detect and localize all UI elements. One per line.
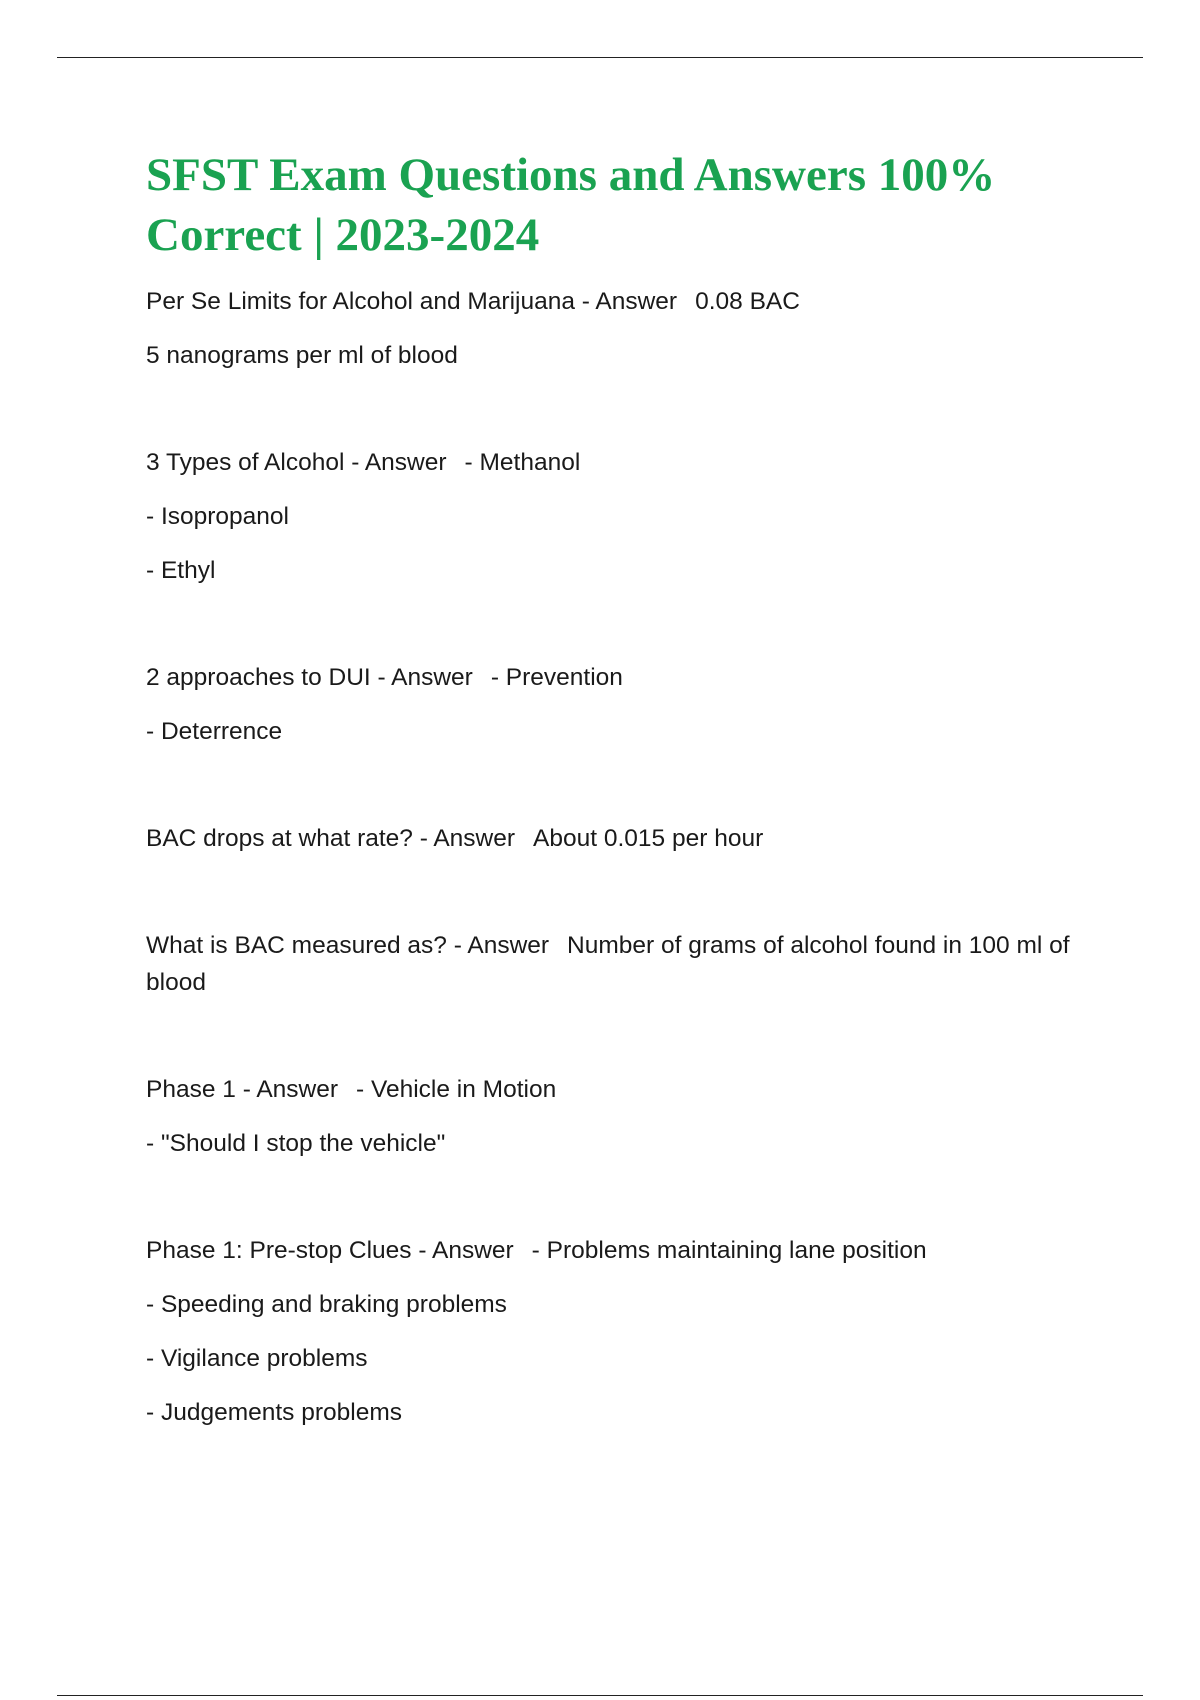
- qa-first-line: [146, 283, 1096, 320]
- document-body: [146, 145, 1096, 1501]
- answer-text: About 0.015 per hour: [533, 825, 764, 852]
- qa-first-line: [146, 1071, 1096, 1108]
- document-title: SFST Exam Questions and Answers 100% Correct | 2023-2024: [146, 149, 996, 261]
- answer-text: - Problems maintaining lane position: [531, 1237, 927, 1264]
- question-text: BAC drops at what rate? - Answer: [146, 825, 516, 852]
- question-text: Phase 1: Pre-stop Clues - Answer: [146, 1237, 514, 1264]
- question-text: Phase 1 - Answer: [146, 1076, 339, 1103]
- answer-line: - Vigilance problems: [146, 1345, 368, 1372]
- qa-item: [146, 283, 1096, 374]
- qa-item: [146, 820, 1096, 857]
- qa-first-line: [146, 659, 1096, 696]
- qa-first-line: [146, 444, 1096, 481]
- qa-first-line: [146, 820, 1096, 857]
- answer-text: - Vehicle in Motion: [356, 1076, 557, 1103]
- answer-line: - Deterrence: [146, 718, 283, 745]
- question-text: What is BAC measured as? - Answer: [146, 932, 550, 959]
- answer-line: - Judgements problems: [146, 1399, 403, 1426]
- qa-first-line: [146, 1232, 1096, 1269]
- answer-line: - "Should I stop the vehicle": [146, 1130, 446, 1157]
- answer-text: 0.08 BAC: [695, 288, 800, 315]
- answer-line: 5 nanograms per ml of blood: [146, 342, 458, 369]
- answer-line: - Ethyl: [146, 557, 216, 584]
- qa-item: [146, 444, 1096, 589]
- answer-line: - Speeding and braking problems: [146, 1291, 507, 1318]
- qa-item: [146, 927, 1096, 1001]
- answer-line: - Isopropanol: [146, 503, 290, 530]
- qa-item: [146, 659, 1096, 750]
- answer-text: - Methanol: [464, 449, 581, 476]
- qa-item: [146, 1232, 1096, 1431]
- answer-text: Number of grams of alcohol found in 100 ml of blood: [146, 932, 1070, 996]
- qa-first-line: [146, 927, 1096, 1001]
- question-text: Per Se Limits for Alcohol and Marijuana - Answer: [146, 288, 678, 315]
- question-text: 2 approaches to DUI - Answer: [146, 664, 473, 691]
- question-text: 3 Types of Alcohol - Answer: [146, 449, 447, 476]
- bottom-rule: [57, 1695, 1143, 1696]
- answer-text: - Prevention: [490, 664, 623, 691]
- qa-item: [146, 1071, 1096, 1162]
- top-rule: [57, 57, 1143, 58]
